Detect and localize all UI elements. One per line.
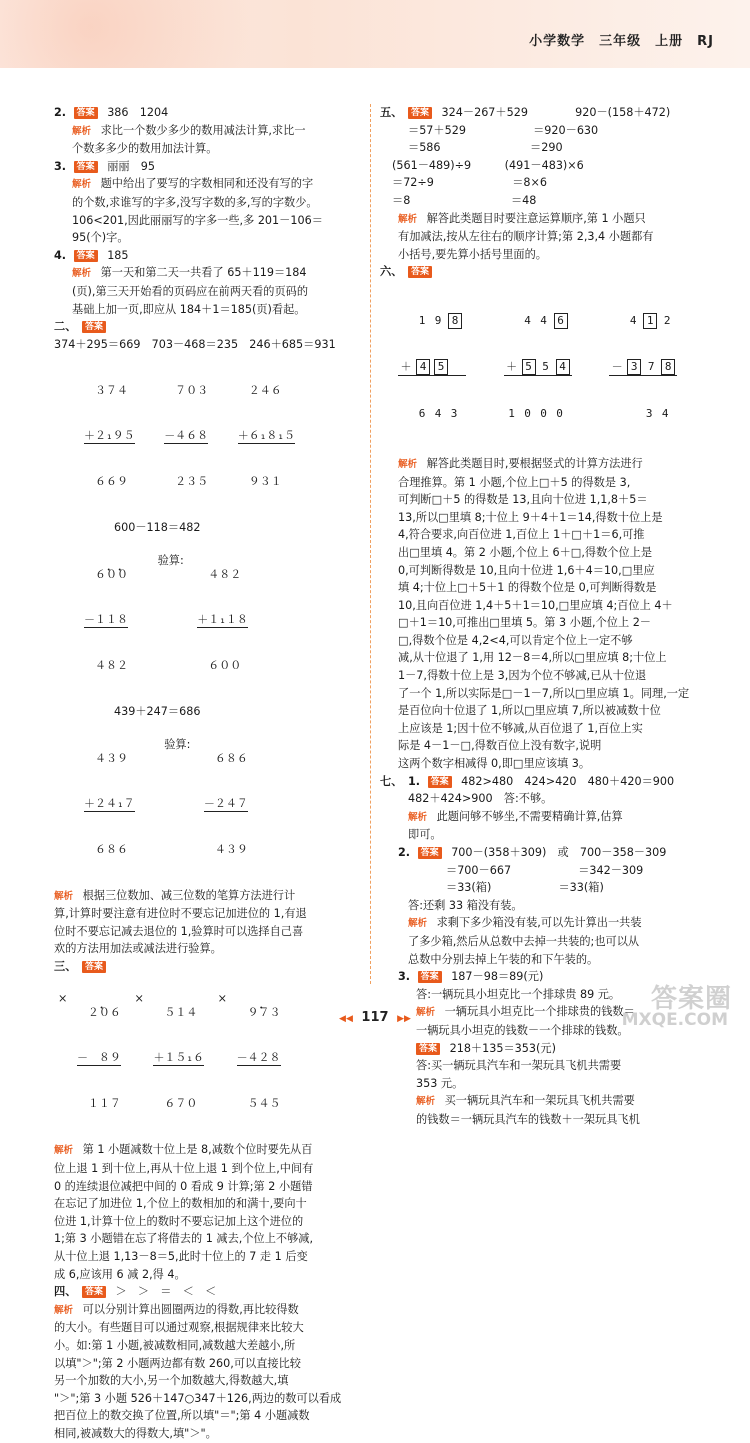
analysis-label: 解析 [416,1096,436,1108]
analysis-line: 小括号,要先算小括号里面的。 [398,247,547,261]
section-number: 二、 [54,320,77,334]
answer-text: 丽丽 95 [107,159,155,173]
answer-badge: 答案 [418,847,442,859]
digit: 4 [629,314,637,328]
section-3-header [54,958,362,976]
calc-line: ＋１₁１８ [197,612,248,626]
analysis-label: 解析 [72,179,92,191]
analysis-line: 减,从十位退了 1,用 12－8＝4,所以□里应填 8;十位上 [398,651,667,665]
calc-result: ６６９ [84,475,128,489]
answer-line: 答:还剩 33 箱没有装。 [408,898,523,912]
analysis-line: 的个数,求谁写的字多,没写字数的多,写的字数少。 [72,195,318,209]
step-line: ＝586 ＝290 [408,141,563,155]
calc-line: ９̇７３ [236,1006,281,1020]
analysis-line: 一辆玩具小坦克的钱数－一个排球的钱数。 [416,1023,629,1037]
q4-analysis [54,264,362,283]
calc-line: － ８９ [76,1051,121,1065]
column-divider [370,104,371,984]
analysis-line: 是百位向十位退了 1,所以□里应填 7,所以被减数十位 [398,704,661,718]
calc-line: ５１４ [153,1006,198,1020]
analysis-label: 解析 [398,213,418,225]
digit: 3 [645,406,653,420]
calc-result: ４８２ [84,658,128,672]
equation-line: 374＋295＝669 703－468＝235 246＋685＝931 [54,337,336,351]
analysis-line: 解答此类题目时,要根据竖式的计算方法进行 [426,456,643,470]
calc-line: ６̇０̇０ [84,567,128,581]
watermark-logo: 答案圈 [650,984,732,1014]
analysis-line: "＞";第 3 小题 526＋147○347＋126,两边的数可以看成 [54,1391,342,1405]
analysis-line: 个数多多少的数用加法计算。 [72,142,218,156]
prev-arrows-icon: ◀◀ [339,1014,353,1024]
analysis-line: 把百位上的数交换了位置,所以填"＝";第 4 小题减数 [54,1409,310,1423]
digit: 9 [434,314,442,328]
vertical-calc [84,353,135,519]
question-number: 3. [398,970,411,984]
analysis-line: (页),第三天开始看的页码应在前两天看的页码的 [72,284,309,298]
analysis-line: 106<201,因此丽丽写的字多一些,多 201－106＝ [72,213,323,227]
grid-row [398,406,466,421]
analysis-line: 即可。 [408,828,442,842]
analysis-label: 解析 [54,1304,74,1316]
analysis-line: 位上退 1 到十位上,再从十位上退 1 到个位上,中间有 [54,1162,314,1176]
question-number: 3. [54,159,67,173]
answer-badge: 答案 [418,971,442,983]
calc-line: ２̇０６ [76,1006,121,1020]
s5-analysis [380,210,702,229]
calc-line: ＋１５₁６ [153,1051,205,1065]
calc-result: ６００ [197,658,242,672]
vertical-calcs-2 [54,537,362,703]
grid-row: ＋ 4 5 [398,359,466,376]
digit: 7 [647,360,655,374]
grid-row [398,313,466,329]
analysis-line: 95(个)字。 [72,231,129,245]
digit: 6 [418,406,426,420]
s4-analysis [54,1301,362,1320]
analysis-label: 解析 [54,1145,74,1157]
question-number: 2. [398,846,411,859]
calc-line: －４２８ [236,1051,281,1065]
analysis-line: □,得数个位是 4,2<4,可以肯定个位上一定不够 [398,633,633,647]
analysis-label: 解析 [72,268,92,280]
check-label: 验算: [157,553,184,567]
analysis-label: 解析 [54,890,74,902]
vertical-grid-3 [609,283,677,451]
digit: 3 [450,406,458,420]
filled-box: 3 [627,359,641,375]
section-6-header [380,263,702,281]
watermark-url: MXQE.COM [621,1010,728,1030]
analysis-line: 解答此类题目时要注意运算顺序,第 1 小题只 [426,211,646,225]
calc-line: ４８２ [197,567,242,581]
analysis-line: 的钱数＝一辆玩具汽车的钱数＋一架玩具飞机 [416,1112,640,1126]
analysis-line: 求比一个数少多少的数用减法计算,求比一 [100,123,306,137]
section-number: 七、 [380,774,403,788]
answer-text: 482>480 424>420 480＋420＝900 [461,774,675,788]
q2-analysis [54,122,362,141]
question-number: 4. [54,248,67,262]
grid-row [609,313,677,329]
calc-line: ３７４ [84,384,128,398]
vertical-calc [84,537,128,703]
equation-line: 439＋247＝686 [114,704,201,718]
answer-badge: 答案 [408,107,432,119]
analysis-line: 第 1 小题减数十位上是 8,减数个位时要先从百 [82,1143,313,1157]
analysis-line: 这两个数字相减得 0,即□里应该填 3。 [398,757,591,771]
analysis-line: 一辆玩具小坦克比一个排球贵的钱数＝ [444,1005,635,1019]
answer-badge: 答案 [74,107,98,119]
analysis-label: 解析 [416,1007,436,1019]
filled-box: 8 [448,313,462,329]
calc-line: ＋２４₁７ [84,796,135,810]
analysis-line: 了一个 1,所以实际是□－1－7,所以□里应填 1。同理,一定 [398,686,690,700]
vertical-grid-2 [504,283,572,451]
analysis-line: 1－7,得数十位上是 3,因为个位不够减,已从十位退 [398,669,647,683]
analysis-label: 解析 [408,918,428,930]
analysis-line: 根据三位数加、减三位数的笔算方法进行计 [82,888,296,902]
equation-line: 600－118＝482 [114,521,201,535]
analysis-line: 成 6,应该用 6 减 2,得 4。 [54,1267,186,1281]
analysis-line: 在忘记了加进位 1,个位上的数相加的和满十,要向十 [54,1197,307,1211]
analysis-line: 有加减法,按从左往右的顺序计算;第 2,3,4 小题都有 [398,230,654,244]
answer-badge: 答案 [74,161,98,173]
s7q1-analysis [380,808,702,827]
analysis-line: 总数中分别去掉上午装的和下午装的。 [408,952,599,966]
grid-row: － 3 7 8 [609,359,677,376]
calc-line: ４３９ [84,751,128,765]
analysis-line: 欢的方法用加法或减法进行验算。 [54,942,222,956]
expression: (561－489)÷9 (491－483)×6 [392,158,584,172]
answer-badge: 答案 [74,250,98,262]
vertical-calc [77,975,121,1141]
filled-box: 5 [434,359,448,375]
q2-answer-row [54,104,362,122]
digit: 4 [524,314,531,328]
check-label: 验算: [164,737,191,751]
wrong-mark: × [58,992,68,1006]
filled-box: 1 [643,313,657,329]
right-column [380,104,702,1129]
analysis-line: 买一辆玩具汽车和一架玩具飞机共需要 [444,1094,635,1108]
calc-line: －１１８ [84,612,128,626]
section-7-q1 [380,773,702,791]
digit: 4 [434,406,442,420]
answer-line: 答:买一辆玩具汽车和一架玩具飞机共需要 [416,1059,622,1073]
analysis-line: 可判断□＋5 的得数是 13,且向十位进 1,1,8＋5＝ [398,493,648,507]
answer-text: 187－98＝89(元) [451,970,544,984]
question-number: 2. [54,106,67,119]
analysis-line: 出□里填 4。第 2 小题,个位上 6＋□,得数个位上是 [398,545,653,559]
question-number: 1. [407,774,420,788]
answer-line: 482＋424>900 答:不够。 [408,792,553,806]
calc-result: ５４５ [236,1097,281,1111]
digit: 2 [663,314,671,328]
analysis-line: 0 的连续退位减把中间的 0 看成 9 计算;第 2 小题错 [54,1179,313,1193]
analysis-line: 相同,被减数大的得数大,填"＞"。 [54,1426,217,1440]
expression: 324－267＋529 [441,106,528,119]
calc-line: ２４６ [237,384,282,398]
analysis-line: 0,可判断得数是 10,且向十位进 1,6＋4＝10,□里应 [398,563,655,577]
calc-result: ２３５ [164,475,209,489]
analysis-line: 小。如:第 1 小题,被减数相同,减数越大差越小,所 [54,1339,296,1352]
analysis-line: □＋1＝10,可推出□里填 5。第 3 小题,个位上 2－ [398,616,651,630]
expression: 920－(158＋472) [575,106,671,119]
wrong-mark: × [134,992,144,1006]
q3-answer-row [54,158,362,176]
next-arrows-icon: ▶▶ [397,1014,411,1024]
calc-result: ６７０ [153,1097,198,1111]
analysis-label: 解析 [408,811,428,823]
analysis-line: 1;第 3 小题错在忘了将借去的 1 减去,个位上不够减, [54,1232,314,1246]
step-line: ＝57＋529 ＝920－630 [408,123,599,137]
calc-result: ４３９ [203,842,248,856]
step-line: ＝8 ＝48 [392,193,537,207]
vertical-calc [84,721,135,887]
s2-analysis [54,887,362,906]
analysis-label: 解析 [72,125,92,137]
section-5-answer [380,104,702,122]
digit: 0 [556,406,563,420]
analysis-line: 可以分别计算出圆圈两边的得数,再比较得数 [82,1302,299,1316]
step-line: ＝700－667 ＝342－309 [446,863,644,877]
answer-text: 185 [107,248,129,262]
calc-line: ＋６₁８₁５ [237,429,295,443]
section-2-header [54,318,362,336]
vertical-calc [237,975,281,1141]
filled-box: 8 [661,359,675,375]
grid-row [609,406,677,421]
section-4-answer [54,1283,362,1301]
digit: 0 [540,406,547,420]
step-line: ＝33(箱) ＝33(箱) [446,881,604,895]
digit: 0 [524,406,531,420]
analysis-line: 上应该是 1;因十位不够减,从百位退了 1,百位上实 [398,721,643,735]
answer-badge: 答案 [408,266,432,278]
answer-text: 386 1204 [107,106,169,119]
digit: 1 [508,406,515,420]
analysis-line: 求剩下多少箱没有装,可以先计算出一共装 [436,916,642,930]
vertical-calcs-1 [54,353,362,519]
analysis-line: 际是 4－1－□,得数百位上没有数字,说明 [398,739,602,753]
analysis-line: 第一天和第二天一共看了 65＋119＝184 [100,266,307,280]
calc-line: ＋２₁９５ [84,429,135,443]
vertical-grid-1 [398,283,466,451]
s3-analysis [54,1141,362,1160]
answer-badge: 答案 [82,961,106,973]
analysis-line: 算,计算时要注意有进位时不要忘记加进位的 1,有退 [54,907,307,921]
answer-badge: 答案 [82,1286,106,1298]
analysis-line: 4,符合要求,向百位进 1,百位上 1＋□＋1＝6,可推 [398,528,645,542]
calc-line: ６８６ [203,751,248,765]
analysis-label: 解析 [398,458,418,470]
analysis-line: 10,且向百位进 1,4＋5＋1＝10,□里应填 4;百位上 4＋ [398,598,673,612]
q3-analysis [54,175,362,194]
vertical-calc [238,353,295,519]
digit: 1 [418,314,426,328]
answer-badge: 答案 [428,776,452,788]
digit: 4 [661,406,669,420]
grid-row [504,313,572,329]
calc-result: ９３１ [237,475,282,489]
analysis-line: 合理推算。第 1 小题,个位上□＋5 的得数是 3, [398,475,631,489]
calc-result: ６８６ [84,842,128,856]
analysis-line: 填 4;十位上□＋5＋1 的得数个位是 0,可判断得数是 [398,581,657,595]
calc-line: －４６８ [164,429,209,443]
analysis-line: 的大小。有些题目可以通过观察,根据规律来比较大 [54,1321,304,1335]
vertical-calc [153,975,204,1141]
digit: 4 [540,314,547,328]
analysis-line: 位时不要忘记减去退位的 1,验算时可以选择自己喜 [54,924,304,938]
s7q3-line2 [380,1040,702,1058]
section-number: 四、 [54,1285,77,1299]
answer-line: 353 元。 [416,1076,464,1090]
page-number: 117 [361,1010,389,1025]
section-number: 三、 [54,959,77,973]
section-number: 六、 [380,265,403,279]
filled-box: 4 [416,359,430,375]
answer-line: 答:一辆玩具小坦克比一个排球贵 89 元。 [416,987,621,1001]
s7q3-analysis-2 [380,1092,702,1111]
analysis-line: 从十位上退 1,13－8＝5,此时十位上的 7 走 1 后变 [54,1250,308,1264]
filled-box: 4 [556,359,570,375]
section-7-q2 [380,844,702,862]
filled-box: 6 [554,313,568,329]
answer-badge: 答案 [416,1043,440,1055]
analysis-line: 此题问够不够坐,不需要精确计算,估算 [436,809,623,823]
answer-text: 700－(358＋309) 或 700－358－309 [451,846,667,859]
q4-answer-row [54,247,362,265]
wrong-mark: × [217,992,227,1006]
vertical-calc [204,721,248,887]
analysis-line: 位进 1,计算十位上的数时不要忘记加上这个进位的 [54,1214,304,1228]
analysis-line: 题中给出了要写的字数相同和还没有写的字 [100,177,314,191]
analysis-line: 基础上加一页,即应从 184＋1＝185(页)看起。 [72,302,306,316]
grid-row: ＋ 5 5 4 [504,359,572,376]
section-number: 五、 [380,106,403,119]
grid-row [504,406,572,421]
analysis-line: 13,所以□里填 8;十位上 9＋4＋1＝14,得数十位上是 [398,510,663,524]
calc-result: １１７ [76,1097,121,1111]
s7q2-analysis [380,914,702,933]
s6-analysis [380,455,702,474]
answer-text: ＞ ＞ ＝ ＜ ＜ [115,1285,217,1299]
calc-line: －２４７ [203,796,248,810]
analysis-line: 另一个加数的大小,另一个加数越大,得数越大,填 [54,1374,289,1388]
vertical-calc [197,537,248,703]
calc-line: ７０３ [164,384,209,398]
s3-vertical-calcs [54,975,362,1141]
vertical-calcs-3 [54,721,362,887]
left-column [54,104,362,1443]
filled-box: 5 [522,359,536,375]
analysis-line: 了多少箱,然后从总数中去掉一共装的;也可以从 [408,934,640,948]
answer-badge: 答案 [82,321,106,333]
s6-vertical-grids [380,283,702,451]
vertical-calc [164,353,208,519]
analysis-line: 以填"＞";第 2 小题两边都有数 260,可以直接比较 [54,1356,301,1370]
header-title: 小学数学 三年级 上册 RJ [529,34,714,49]
step-line: ＝72÷9 ＝8×6 [392,176,548,190]
digit: 5 [542,360,549,374]
answer-text: 218＋135＝353(元) [449,1041,556,1055]
